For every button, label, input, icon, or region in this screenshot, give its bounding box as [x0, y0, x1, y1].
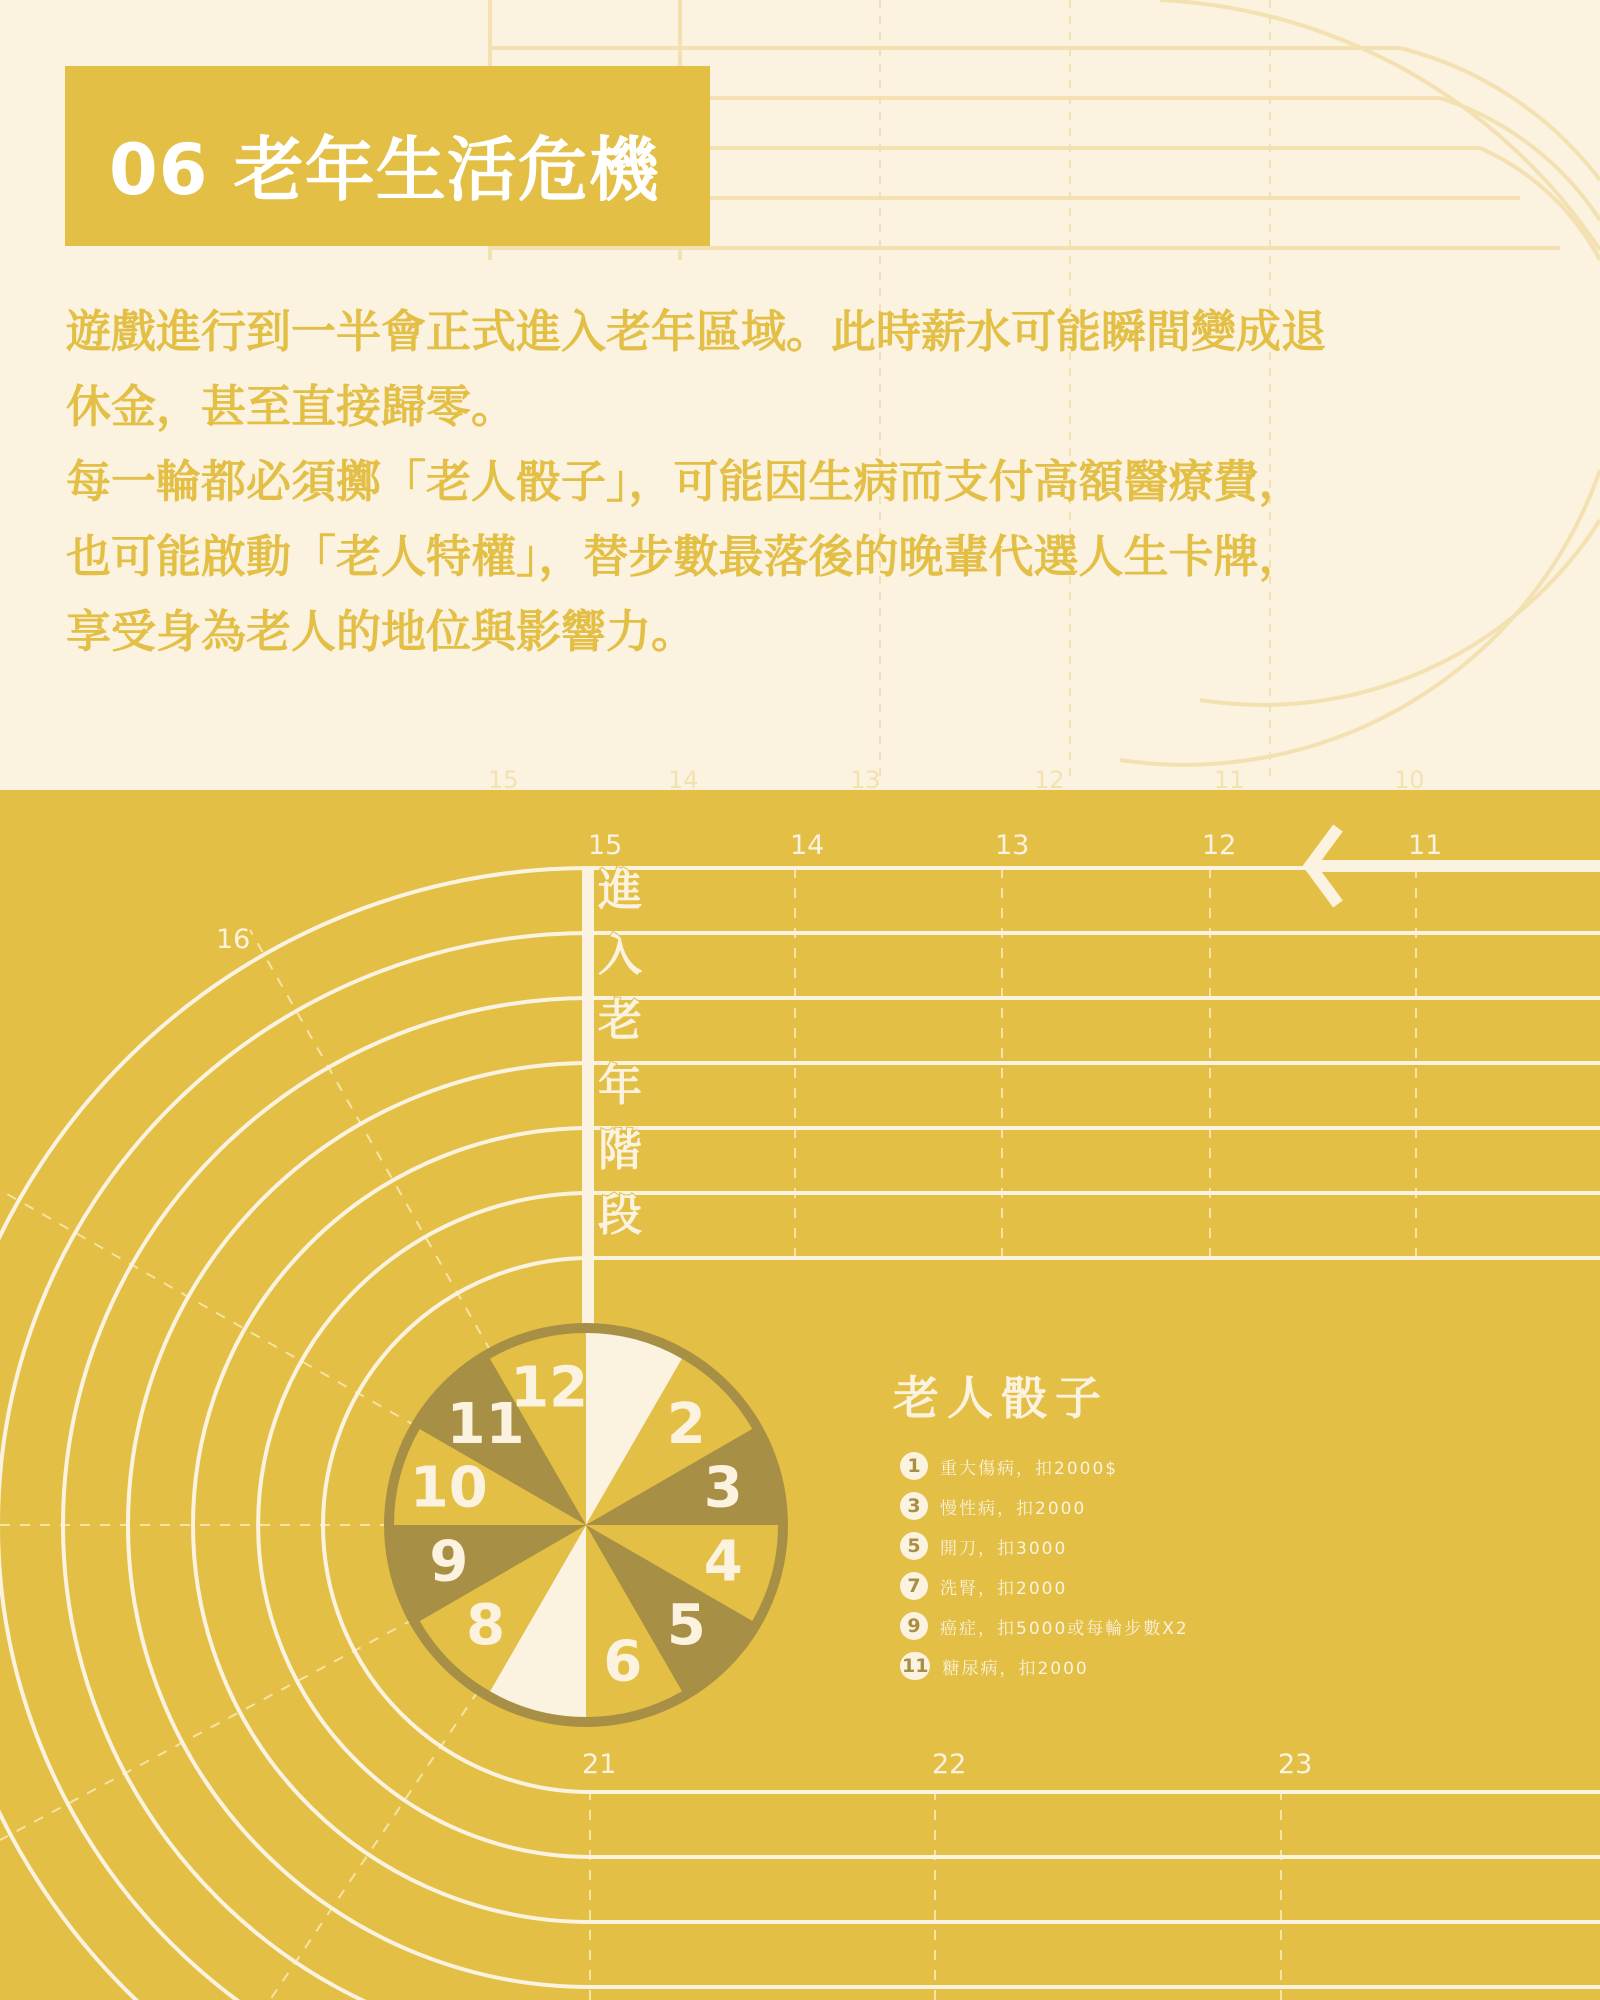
track-number: 15	[588, 830, 623, 861]
enter-stage-char: 老	[598, 995, 642, 1046]
faint-number: 11	[1214, 766, 1245, 790]
wheel-number: 3	[703, 1455, 743, 1521]
elder-dice-legend	[900, 1452, 1189, 1692]
enter-stage-char: 年	[598, 1060, 642, 1111]
track-number: 11	[1408, 830, 1443, 861]
wheel-number: 11	[446, 1392, 525, 1458]
wheel-number: 5	[666, 1592, 706, 1658]
section-title: 06 老年生活危機	[109, 129, 660, 211]
wheel-number: 9	[429, 1529, 469, 1595]
track-number: 12	[1202, 830, 1237, 861]
dice-number-badge: 5	[900, 1532, 928, 1560]
dice-outcome-text: 重大傷病，扣2000$	[940, 1458, 1119, 1479]
faint-number: 14	[668, 766, 699, 790]
enter-stage-char: 段	[598, 1190, 642, 1241]
dice-outcome	[900, 1572, 1189, 1600]
dice-outcome	[900, 1652, 1189, 1680]
track-number: 21	[582, 1749, 617, 1780]
enter-stage-char: 進	[598, 865, 642, 916]
track-number: 14	[790, 830, 825, 861]
faint-number: 15	[488, 766, 519, 790]
faint-number: 12	[1034, 766, 1065, 790]
enter-stage-char: 階	[598, 1125, 642, 1176]
dice-outcome	[900, 1492, 1189, 1520]
elder-dice-wheel	[384, 1323, 788, 1727]
dice-outcome-text: 糖尿病，扣2000	[942, 1658, 1089, 1679]
dice-outcome	[900, 1452, 1189, 1480]
intro-line: 遊戲進行到一半會正式進入老年區域。此時薪水可能瞬間變成退	[66, 305, 1327, 358]
faint-number: 10	[1394, 766, 1425, 790]
intro-line: 享受身為老人的地位與影響力。	[66, 605, 697, 658]
dice-number-badge: 1	[900, 1452, 928, 1480]
dice-number-badge: 7	[900, 1572, 928, 1600]
dice-outcome-text: 癌症，扣5000或每輪步數X2	[940, 1618, 1189, 1639]
enter-stage-char: 入	[598, 930, 642, 981]
track-number: 13	[995, 830, 1030, 861]
dice-outcome-text: 慢性病，扣2000	[940, 1498, 1087, 1519]
wheel-number: 4	[703, 1529, 743, 1595]
dice-outcome-text: 洗腎，扣2000	[940, 1578, 1068, 1599]
intro-paragraph	[66, 294, 1566, 669]
dice-outcome	[900, 1612, 1189, 1640]
dice-outcome-text: 開刀，扣3000	[940, 1538, 1068, 1559]
wheel-number: 2	[666, 1392, 706, 1458]
dice-number-badge: 3	[900, 1492, 928, 1520]
wheel-number: 8	[466, 1592, 506, 1658]
dice-number-badge: 9	[900, 1612, 928, 1640]
wheel-number: 6	[603, 1629, 643, 1695]
wheel-number: 12	[510, 1355, 589, 1421]
section-title-banner	[65, 66, 710, 246]
dice-number-badge: 11	[900, 1652, 930, 1680]
track-number: 16	[216, 924, 251, 955]
intro-line: 每一輪都必須擲「老人骰子」，可能因生病而支付高額醫療費，	[66, 455, 1304, 508]
dice-outcome	[900, 1532, 1189, 1560]
wheel-number: 1	[603, 1355, 643, 1421]
faint-number: 13	[850, 766, 881, 790]
intro-line: 休金，甚至直接歸零。	[66, 380, 517, 433]
intro-line: 也可能啟動「老人特權」，替步數最落後的晚輩代選人生卡牌，	[66, 530, 1304, 583]
game-board	[0, 790, 1600, 2000]
wheel-number: 10	[409, 1455, 488, 1521]
track-number: 23	[1278, 1749, 1313, 1780]
elder-dice-title: 老人骰子	[893, 1371, 1109, 1425]
track-number: 22	[932, 1749, 967, 1780]
wheel-number: 7	[529, 1629, 569, 1695]
